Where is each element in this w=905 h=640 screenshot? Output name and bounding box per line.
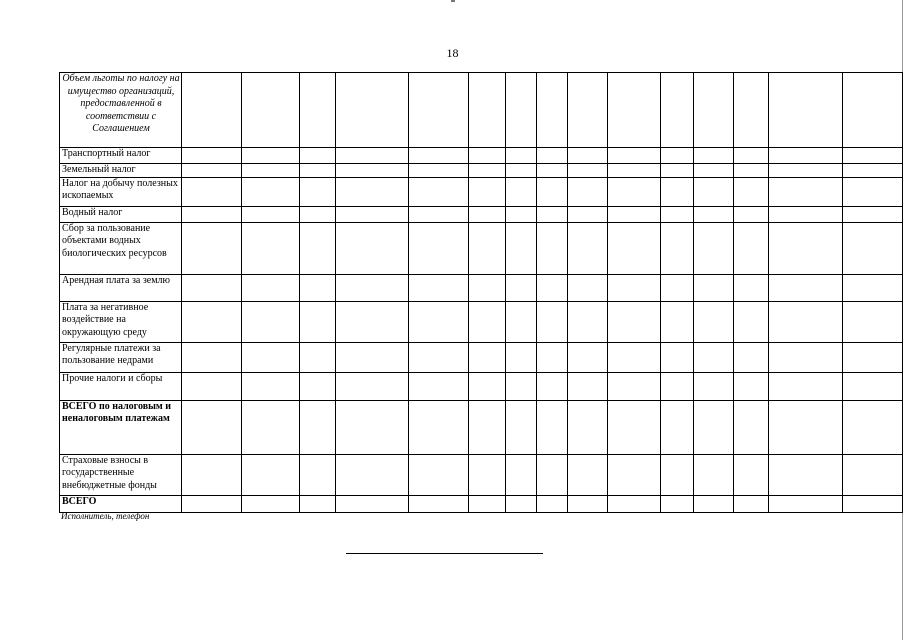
empty-cell [506, 342, 537, 372]
empty-cell [409, 148, 469, 164]
empty-cell [242, 148, 300, 164]
empty-cell [608, 222, 661, 274]
table-row [60, 177, 903, 206]
empty-cell [568, 222, 608, 274]
empty-cell [537, 400, 568, 454]
empty-cell [469, 400, 506, 454]
empty-cell [694, 206, 734, 222]
empty-cell [734, 301, 769, 342]
empty-cell [300, 301, 336, 342]
empty-cell [336, 222, 409, 274]
empty-cell [608, 164, 661, 178]
empty-cell [409, 73, 469, 148]
empty-cell [661, 400, 694, 454]
empty-cell [568, 274, 608, 301]
empty-cell [182, 495, 242, 512]
empty-cell [300, 372, 336, 400]
empty-cell [469, 495, 506, 512]
table-row [60, 495, 903, 512]
empty-cell [843, 148, 903, 164]
empty-cell [843, 400, 903, 454]
empty-cell [734, 400, 769, 454]
empty-cell [661, 177, 694, 206]
empty-cell [568, 454, 608, 495]
empty-cell [409, 164, 469, 178]
empty-cell [182, 454, 242, 495]
empty-cell [661, 301, 694, 342]
empty-cell [300, 400, 336, 454]
empty-cell [336, 495, 409, 512]
empty-cell [469, 342, 506, 372]
empty-cell [694, 342, 734, 372]
empty-cell [843, 177, 903, 206]
empty-cell [608, 274, 661, 301]
empty-cell [469, 164, 506, 178]
empty-cell [242, 454, 300, 495]
empty-cell [537, 73, 568, 148]
empty-cell [769, 400, 843, 454]
empty-cell [336, 400, 409, 454]
empty-cell [336, 301, 409, 342]
empty-cell [300, 177, 336, 206]
empty-cell [769, 342, 843, 372]
empty-cell [843, 164, 903, 178]
empty-cell [608, 177, 661, 206]
empty-cell [409, 301, 469, 342]
empty-cell [506, 177, 537, 206]
page-top-mark [451, 0, 455, 2]
empty-cell [469, 454, 506, 495]
empty-cell [300, 274, 336, 301]
empty-cell [537, 148, 568, 164]
row-label: Арендная плата за землю [60, 274, 182, 301]
empty-cell [568, 177, 608, 206]
empty-cell [843, 372, 903, 400]
row-label: Водный налог [60, 206, 182, 222]
empty-cell [182, 148, 242, 164]
empty-cell [409, 495, 469, 512]
empty-cell [242, 164, 300, 178]
empty-cell [469, 148, 506, 164]
empty-cell [608, 73, 661, 148]
empty-cell [506, 400, 537, 454]
empty-cell [608, 372, 661, 400]
empty-cell [734, 495, 769, 512]
empty-cell [242, 73, 300, 148]
empty-cell [506, 148, 537, 164]
empty-cell [608, 342, 661, 372]
empty-cell [769, 274, 843, 301]
empty-cell [242, 301, 300, 342]
table-row [60, 342, 903, 372]
empty-cell [242, 206, 300, 222]
empty-cell [769, 372, 843, 400]
table-row [60, 274, 903, 301]
empty-cell [661, 73, 694, 148]
empty-cell [734, 222, 769, 274]
empty-cell [694, 73, 734, 148]
row-label: Объем льготы по налогу на имущество организаций, предоставленной в соответствии с Соглашением [60, 73, 182, 148]
empty-cell [506, 206, 537, 222]
empty-cell [409, 400, 469, 454]
empty-cell [242, 274, 300, 301]
empty-cell [608, 206, 661, 222]
empty-cell [242, 177, 300, 206]
empty-cell [661, 164, 694, 178]
empty-cell [409, 372, 469, 400]
empty-cell [182, 73, 242, 148]
empty-cell [537, 164, 568, 178]
empty-cell [694, 454, 734, 495]
empty-cell [469, 177, 506, 206]
empty-cell [661, 495, 694, 512]
empty-cell [300, 206, 336, 222]
empty-cell [843, 454, 903, 495]
table-row [60, 206, 903, 222]
empty-cell [568, 372, 608, 400]
empty-cell [300, 73, 336, 148]
empty-cell [769, 301, 843, 342]
empty-cell [182, 164, 242, 178]
empty-cell [537, 495, 568, 512]
empty-cell [469, 274, 506, 301]
empty-cell [336, 454, 409, 495]
empty-cell [506, 73, 537, 148]
empty-cell [409, 454, 469, 495]
empty-cell [469, 206, 506, 222]
empty-cell [409, 206, 469, 222]
row-label: Сбор за пользование объектами водных биологических ресурсов [60, 222, 182, 274]
empty-cell [694, 274, 734, 301]
empty-cell [843, 342, 903, 372]
tax-report-table [59, 72, 903, 513]
empty-cell [734, 206, 769, 222]
table-row [60, 372, 903, 400]
empty-cell [661, 222, 694, 274]
empty-cell [568, 400, 608, 454]
empty-cell [568, 495, 608, 512]
empty-cell [300, 454, 336, 495]
empty-cell [537, 342, 568, 372]
empty-cell [336, 148, 409, 164]
empty-cell [182, 206, 242, 222]
empty-cell [506, 372, 537, 400]
empty-cell [608, 454, 661, 495]
empty-cell [537, 222, 568, 274]
empty-cell [537, 206, 568, 222]
empty-cell [843, 495, 903, 512]
row-label: ВСЕГО [60, 495, 182, 512]
empty-cell [769, 73, 843, 148]
empty-cell [769, 495, 843, 512]
empty-cell [661, 206, 694, 222]
empty-cell [336, 164, 409, 178]
empty-cell [506, 454, 537, 495]
empty-cell [694, 177, 734, 206]
table-row [60, 222, 903, 274]
empty-cell [469, 372, 506, 400]
empty-cell [336, 342, 409, 372]
empty-cell [409, 342, 469, 372]
signature-line [346, 553, 543, 554]
empty-cell [409, 274, 469, 301]
empty-cell [242, 222, 300, 274]
empty-cell [506, 274, 537, 301]
empty-cell [608, 495, 661, 512]
empty-cell [661, 148, 694, 164]
empty-cell [568, 301, 608, 342]
empty-cell [734, 454, 769, 495]
empty-cell [469, 73, 506, 148]
empty-cell [469, 222, 506, 274]
empty-cell [469, 301, 506, 342]
empty-cell [336, 206, 409, 222]
empty-cell [661, 274, 694, 301]
empty-cell [694, 400, 734, 454]
empty-cell [734, 164, 769, 178]
empty-cell [843, 274, 903, 301]
empty-cell [568, 148, 608, 164]
empty-cell [568, 342, 608, 372]
empty-cell [694, 301, 734, 342]
empty-cell [661, 372, 694, 400]
empty-cell [661, 342, 694, 372]
empty-cell [769, 177, 843, 206]
table-row [60, 301, 903, 342]
empty-cell [242, 342, 300, 372]
table-row [60, 73, 903, 148]
empty-cell [409, 177, 469, 206]
empty-cell [182, 342, 242, 372]
empty-cell [182, 177, 242, 206]
empty-cell [608, 301, 661, 342]
empty-cell [694, 164, 734, 178]
empty-cell [694, 222, 734, 274]
empty-cell [769, 454, 843, 495]
empty-cell [769, 206, 843, 222]
empty-cell [568, 206, 608, 222]
empty-cell [734, 73, 769, 148]
empty-cell [537, 274, 568, 301]
empty-cell [734, 372, 769, 400]
empty-cell [769, 222, 843, 274]
page-number: 18 [446, 46, 459, 60]
empty-cell [661, 454, 694, 495]
executor-phone-label: Исполнитель, телефон [61, 511, 150, 521]
empty-cell [734, 148, 769, 164]
empty-cell [336, 73, 409, 148]
empty-cell [506, 222, 537, 274]
empty-cell [242, 495, 300, 512]
empty-cell [769, 148, 843, 164]
empty-cell [843, 222, 903, 274]
empty-cell [300, 495, 336, 512]
empty-cell [537, 372, 568, 400]
empty-cell [182, 301, 242, 342]
empty-cell [843, 73, 903, 148]
empty-cell [300, 164, 336, 178]
empty-cell [336, 177, 409, 206]
table-row [60, 400, 903, 454]
empty-cell [537, 454, 568, 495]
empty-cell [506, 495, 537, 512]
empty-cell [242, 400, 300, 454]
empty-cell [734, 342, 769, 372]
empty-cell [843, 206, 903, 222]
empty-cell [694, 148, 734, 164]
empty-cell [182, 400, 242, 454]
empty-cell [300, 148, 336, 164]
table-row [60, 454, 903, 495]
row-label: Транспортный налог [60, 148, 182, 164]
empty-cell [537, 301, 568, 342]
table-row [60, 164, 903, 178]
row-label: ВСЕГО по налоговым и неналоговым платежам [60, 400, 182, 454]
empty-cell [608, 148, 661, 164]
empty-cell [336, 274, 409, 301]
row-label: Плата за негативное воздействие на окружающую среду [60, 301, 182, 342]
empty-cell [537, 177, 568, 206]
empty-cell [300, 342, 336, 372]
empty-cell [506, 301, 537, 342]
row-label: Земельный налог [60, 164, 182, 178]
empty-cell [409, 222, 469, 274]
row-label: Регулярные платежи за пользование недрами [60, 342, 182, 372]
empty-cell [336, 372, 409, 400]
row-label: Страховые взносы в государственные внебюджетные фонды [60, 454, 182, 495]
table-row [60, 148, 903, 164]
empty-cell [182, 372, 242, 400]
empty-cell [843, 301, 903, 342]
empty-cell [769, 164, 843, 178]
empty-cell [182, 222, 242, 274]
empty-cell [506, 164, 537, 178]
empty-cell [568, 73, 608, 148]
empty-cell [608, 400, 661, 454]
empty-cell [182, 274, 242, 301]
empty-cell [242, 372, 300, 400]
empty-cell [300, 222, 336, 274]
empty-cell [568, 164, 608, 178]
row-label: Налог на добычу полезных ископаемых [60, 177, 182, 206]
empty-cell [734, 274, 769, 301]
empty-cell [734, 177, 769, 206]
row-label: Прочие налоги и сборы [60, 372, 182, 400]
empty-cell [694, 372, 734, 400]
empty-cell [694, 495, 734, 512]
